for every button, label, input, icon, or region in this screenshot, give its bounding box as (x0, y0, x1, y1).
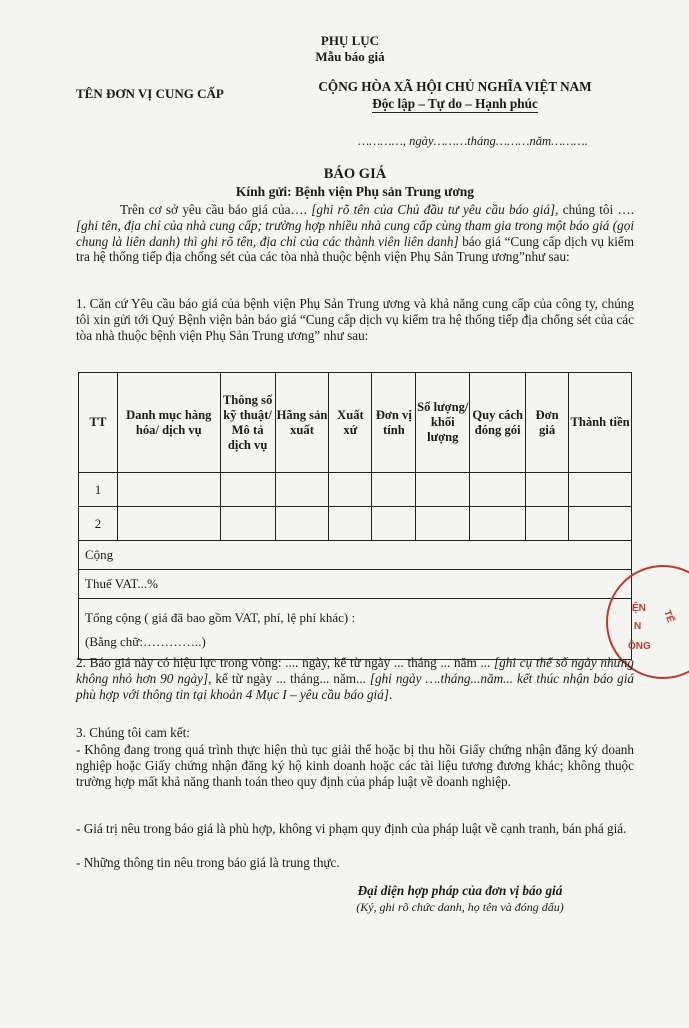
republic-title: CỘNG HÒA XÃ HỘI CHỦ NGHĨA VIỆT NAM (318, 79, 592, 94)
header-cell: Quy cách đóng gói (470, 373, 526, 473)
appendix-label: PHỤ LỤC (320, 33, 380, 48)
signature-note: (Ký, ghi rõ chức danh, họ tên và đóng dấu) (356, 900, 564, 914)
stamp-text: ỒNG (628, 641, 651, 652)
vat-row (79, 570, 632, 599)
row-number: 2 (79, 507, 118, 541)
header-cell: TT (79, 373, 118, 473)
supplier-name: TÊN ĐƠN VỊ CUNG CẤP (76, 86, 224, 101)
motto: Độc lập – Tự do – Hạnh phúc (372, 96, 538, 111)
header-cell: Đơn vị tính (372, 373, 416, 473)
header-cell: Thông số kỹ thuật/ Mô tả dịch vụ (220, 373, 275, 473)
table-row (79, 507, 632, 541)
table-header-row (79, 373, 632, 473)
grand-total-cell (79, 599, 632, 660)
intro-paragraph: Trên cơ sở yêu cầu báo giá của…. [ghi rõ tên của Chủ đầu tư yêu cầu báo giá], chúng tôi …. [ghi tên, địa chỉ của nhà cung cấp; trường hợp nhiều nhà cung cấp cùng tham gia trong một báo giá (gọi chung là liên danh) thì ghi rõ tên, địa chỉ của các thành viên liên danh] báo giá “Cung cấp dịch vụ kiểm tra hệ thống tiếp địa chống sét của các tòa nhà thuộc bệnh viện Phụ Sản Trung ương”như sau: (76, 202, 635, 265)
stamp-text: TẾ (661, 608, 676, 625)
item-3-title: 3. Chúng tôi cam kết: (76, 725, 190, 740)
recipient: Kính gửi: Bệnh viện Phụ sản Trung ương (235, 184, 475, 199)
header-cell: Thành tiền (569, 373, 632, 473)
header-cell: Số lượng/ khối lượng (416, 373, 470, 473)
stamp-text: N (634, 621, 642, 632)
header-cell: Hãng sản xuất (275, 373, 329, 473)
stamp-text: ỆN (632, 603, 646, 614)
table-row (79, 473, 632, 507)
date-line: …………, ngày………tháng………năm………. (358, 134, 588, 148)
commitment-3: - Những thông tin nêu trong báo giá là trung thực. (76, 855, 340, 870)
header-cell: Danh mục hàng hóa/ dịch vụ (117, 373, 220, 473)
grand-total-row (79, 599, 632, 660)
item-2-paragraph: 2. Báo giá này có hiệu lực trong vòng: .... ngày, kể từ ngày ... tháng ... năm ... [ghi cụ thể số ngày nhưng không nhỏ hơn 90 ngày], kể từ ngày ... tháng... năm... [ghi ngày ….tháng...năm... kết thúc nhận báo giá phù hợp với thông tin tại khoản 4 Mục I – yêu cầu báo giá]. (76, 655, 634, 702)
header-cell: Đơn giá (526, 373, 569, 473)
total-row (79, 541, 632, 570)
total-label: Cộng (79, 541, 632, 570)
commitment-2: - Giá trị nêu trong báo giá là phù hợp, không vi phạm quy định của pháp luật về cạnh tranh, bán phá giá. (76, 821, 627, 836)
item-1-paragraph: 1. Căn cứ Yêu cầu báo giá của bệnh viện Phụ Sản Trung ương và khả năng cung cấp của công ty, chúng tôi xin gửi tới Quý Bệnh viện bản báo giá “Cung cấp dịch vụ kiểm tra hệ thống tiếp địa chống sét của các tòa nhà thuộc bệnh viện Phụ Sản Trung ương” như sau: (76, 296, 634, 343)
vat-label: Thuế VAT...% (79, 570, 632, 599)
quotation-table (78, 372, 632, 660)
row-number: 1 (79, 473, 118, 507)
amount-in-words: (Bằng chữ:…………..) (85, 634, 206, 649)
grand-total-label: Tổng cộng ( giá đã bao gồm VAT, phí, lệ phí khác) : (85, 610, 356, 625)
commitment-1: - Không đang trong quá trình thực hiện thủ tục giải thể hoặc bị thu hồi Giấy chứng nhận đăng ký doanh nghiệp hoặc Giấy chứng nhận đăng ký hộ kinh doanh hoặc các tài liệu tương đương khác; không thuộc trường hợp mất khả năng thanh toán theo quy định của pháp luật về doanh nghiệp. (76, 742, 634, 789)
document-title: BÁO GIÁ (323, 166, 387, 182)
header-cell: Xuất xứ (329, 373, 372, 473)
form-name: Mẫu báo giá (315, 49, 385, 64)
signature-title: Đại diện hợp pháp của đơn vị báo giá (357, 883, 563, 898)
